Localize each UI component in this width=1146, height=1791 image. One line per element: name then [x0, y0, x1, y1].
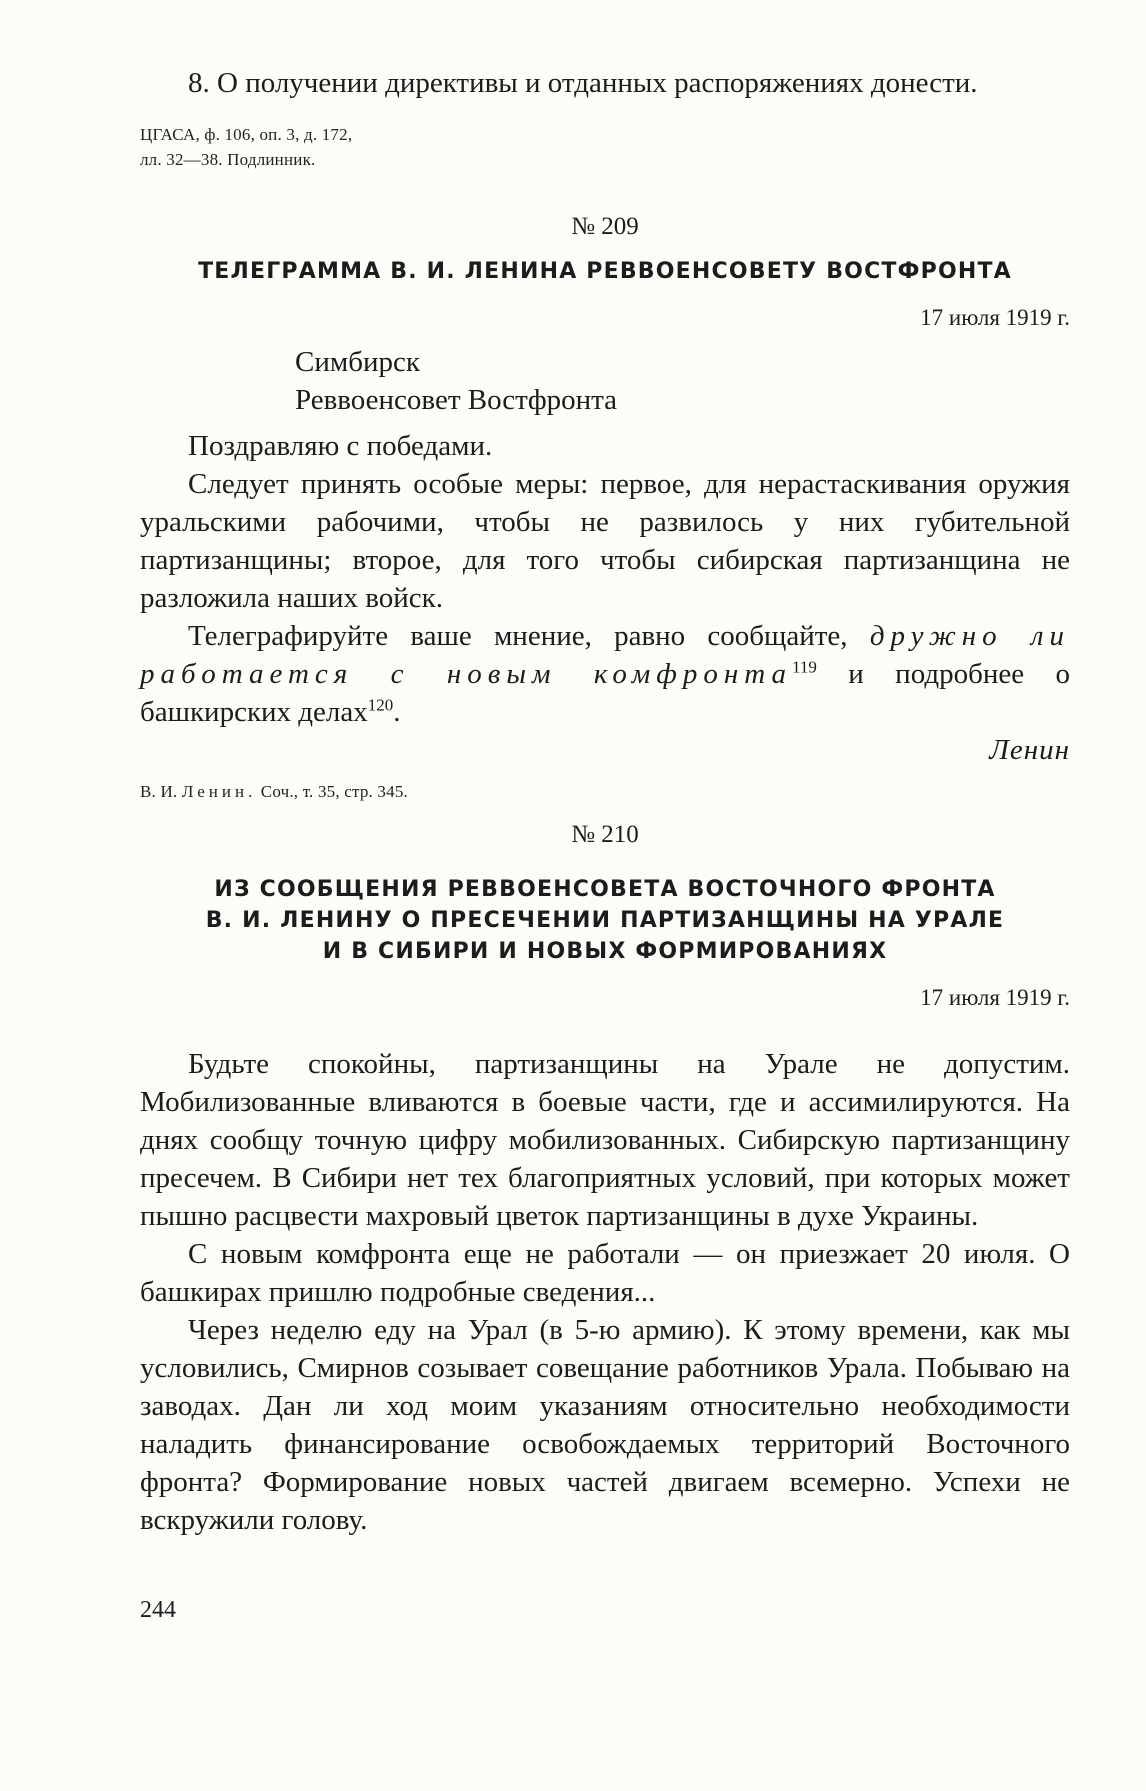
- publication-source-author: Ленин.: [181, 782, 257, 801]
- address-recipient: Реввоенсовет Востфронта: [295, 384, 618, 416]
- document-date-210: 17 июля 1919 г.: [920, 985, 1070, 1010]
- message-paragraph-2: С новым комфронта еще не работали — он приезжает 20 июля. О башкирах пришлю подробные сведения...: [140, 1238, 1070, 1308]
- text-column: [140, 64, 1070, 1539]
- footnote-ref-120: 120: [367, 695, 394, 715]
- telegram-paragraph-3-start: Телеграфируйте ваше мнение, равно сообщайте,: [188, 620, 848, 652]
- archive-source-line-2: лл. 32—38. Подлинник.: [140, 150, 316, 169]
- footnote-ref-119: 119: [792, 657, 817, 677]
- document-date-209: 17 июля 1919 г.: [920, 305, 1070, 330]
- telegram-paragraph-3: [140, 617, 1070, 731]
- archive-source-line-1: ЦГАСА, ф. 106, оп. 3, д. 172,: [140, 125, 353, 144]
- document-title-209: ТЕЛЕГРАММА В. И. ЛЕНИНА РЕВВОЕНСОВЕТУ ВОСТФРОНТА: [198, 259, 1012, 284]
- document-title-210-line-2: В. И. ЛЕНИНУ О ПРЕСЕЧЕНИИ ПАРТИЗАНЩИНЫ НА УРАЛЕ: [205, 908, 1005, 933]
- address-city: Симбирск: [295, 346, 420, 378]
- publication-source-rest: Соч., т. 35, стр. 345.: [260, 782, 408, 801]
- telegram-paragraph-1: Поздравляю с победами.: [188, 430, 493, 462]
- page-number: 244: [140, 1597, 176, 1623]
- telegram-emphasis-text: дружно ли работается с новым комфронта: [140, 620, 1070, 690]
- document-number-210: № 210: [571, 821, 639, 848]
- document-number-209: № 209: [571, 213, 639, 240]
- publication-source: [140, 779, 1070, 804]
- document-title-210-line-1: ИЗ СООБЩЕНИЯ РЕВВОЕНСОВЕТА ВОСТОЧНОГО ФРОНТА: [214, 877, 996, 902]
- telegram-paragraph-2: Следует принять особые меры: первое, для нерастаскивания оружия уральскими рабочими, чтобы не развилось у них губительной партизанщины; второе, для того чтобы сибирская партизанщина не разложила наших войск.: [140, 468, 1070, 614]
- message-paragraph-3: Через неделю еду на Урал (в 5-ю армию). К этому времени, как мы условились, Смирнов созывает совещание работников Урала. Побываю на заводах. Дан ли ход моим указаниям относительно необходимости наладить финансирование освобождаемых территорий Восточного фронта? Формирование новых частей двигаем всемерно. Успехи не вскружили голову.: [140, 1314, 1070, 1536]
- document-title-210-line-3: И В СИБИРИ И НОВЫХ ФОРМИРОВАНИЯХ: [322, 939, 888, 964]
- telegram-paragraph-3-end: .: [393, 696, 401, 728]
- telegram-paragraph-3-mid: и подробнее о башкирских делах: [140, 658, 1070, 728]
- signature: Ленин: [989, 734, 1070, 766]
- publication-source-prefix: В. И.: [140, 782, 178, 801]
- prev-doc-item-8: 8. О получении директивы и отданных распоряжениях донести.: [188, 67, 978, 99]
- message-paragraph-1: Будьте спокойны, партизанщины на Урале не допустим. Мобилизованные вливаются в боевые части, где и ассимилируются. На днях сообщу точную цифру мобилизованных. Сибирскую партизанщину пресечем. В Сибири нет тех благоприятных условий, при которых может пышно расцвести махровый цветок партизанщины в духе Украины.: [140, 1048, 1070, 1232]
